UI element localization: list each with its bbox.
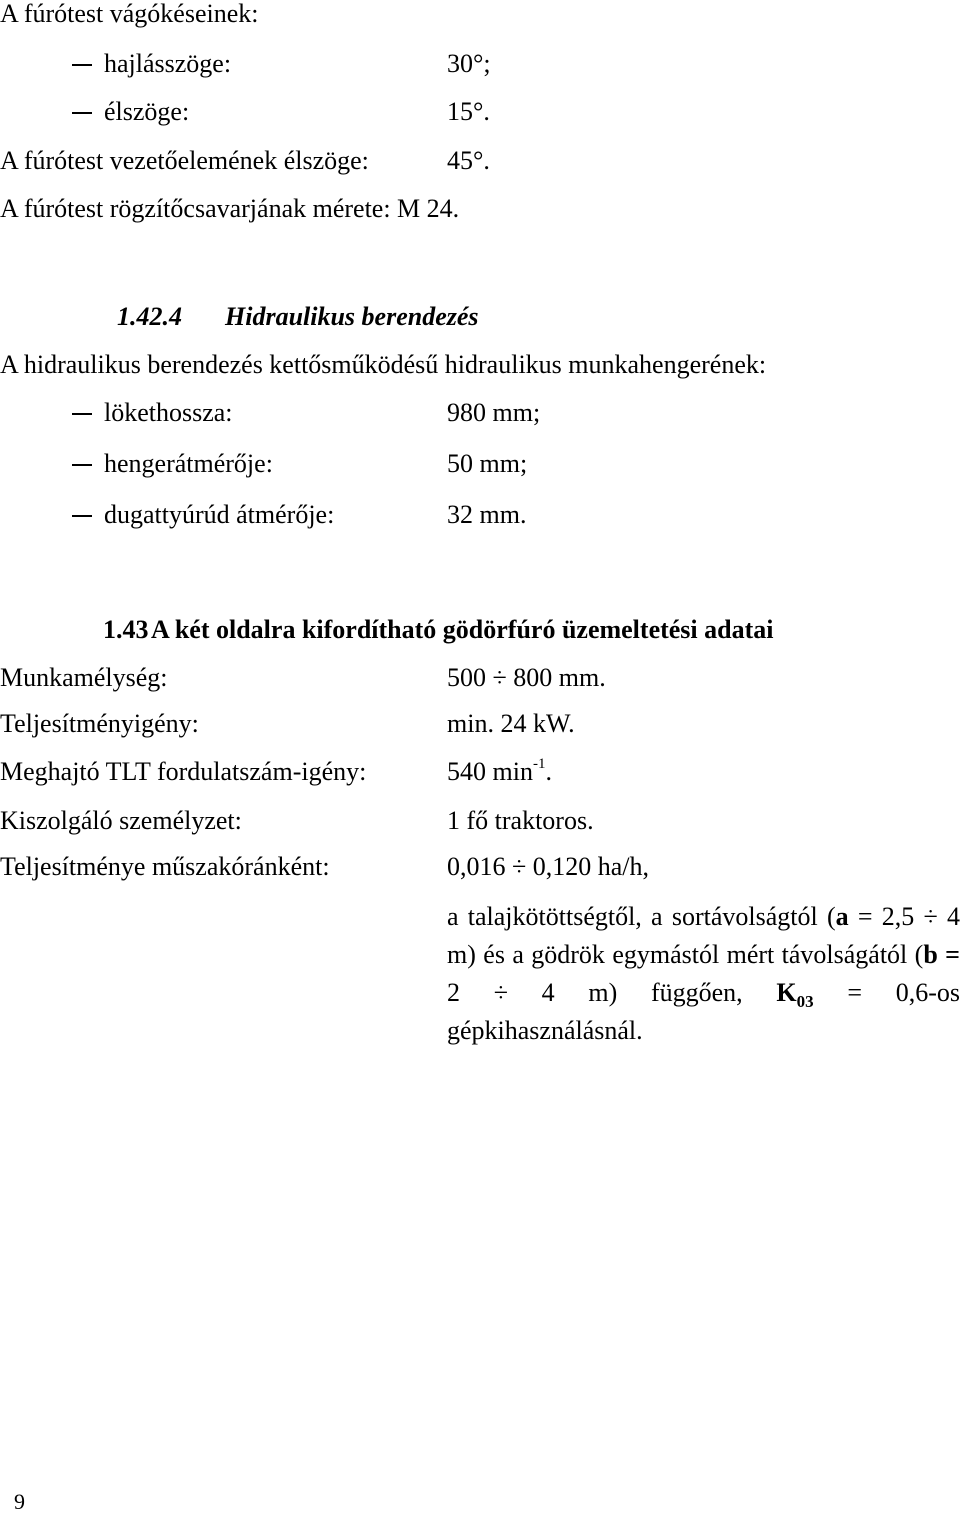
hydraulic-item-label: lökethossza:: [104, 398, 233, 427]
hydraulic-item-value: 50 mm;: [447, 449, 528, 478]
dash-bullet: [72, 64, 92, 66]
ops-row-value: 500 ÷ 800 mm.: [447, 663, 606, 692]
section-title: A két oldalra kifordítható gödörfúró üzemeltetési adatai: [151, 615, 774, 644]
ops-row-label: Teljesítményigény:: [0, 709, 199, 738]
ops-row-label: Kiszolgáló személyzet:: [0, 806, 242, 835]
hydraulic-item-label: hengerátmérője:: [104, 449, 273, 478]
guide-angle-value: 45°.: [447, 146, 490, 175]
ops-row-label: Meghajtó TLT fordulatszám-igény:: [0, 757, 367, 786]
performance-note: [447, 898, 960, 1050]
bolt-size: A fúrótest rögzítőcsavarjának mérete: M 24.: [0, 194, 460, 223]
note-text: = 0,6-os gépkihasználásnál.: [447, 978, 960, 1045]
section-number: 1.43: [103, 615, 149, 644]
page-number: 9: [14, 1489, 25, 1514]
note-symbol-a: a: [835, 902, 849, 931]
guide-angle-label: A fúrótest vezetőelemének élszöge:: [0, 146, 369, 175]
ops-row-value: 0,016 ÷ 0,120 ha/h,: [447, 852, 650, 881]
ops-row-value: min. 24 kW.: [447, 709, 575, 738]
cutter-item-value: 15°.: [447, 97, 490, 126]
note-symbol-k: K: [776, 978, 797, 1007]
cutter-item-label: élszöge:: [104, 97, 190, 126]
dash-bullet: [72, 112, 92, 114]
cutter-item-value: 30°;: [447, 49, 491, 78]
cutter-item-label: hajlásszöge:: [104, 49, 232, 78]
section-number: 1.42.4: [117, 302, 182, 331]
cutter-intro: A fúrótest vágókéseinek:: [0, 0, 259, 28]
note-text: 2 ÷ 4 m) függően,: [447, 978, 777, 1007]
dash-bullet: [72, 413, 92, 415]
hydraulic-item-value: 980 mm;: [447, 398, 541, 427]
pto-speed-end: .: [545, 757, 552, 786]
ops-row-value: [447, 757, 552, 787]
note-symbol-k-subscript: 03: [796, 992, 814, 1011]
hydraulic-item-value: 32 mm.: [447, 500, 527, 529]
pto-speed-value: 540 min: [447, 757, 533, 786]
dash-bullet: [72, 515, 92, 517]
hydraulic-intro: A hidraulikus berendezés kettősműködésű hidraulikus munkahengerének:: [0, 350, 767, 379]
note-text: = 2,5 ÷ 4 m) és a gödrök egymástól mért távolságától (: [447, 902, 960, 969]
ops-row-label: Teljesítménye műszakóránként:: [0, 852, 330, 881]
hydraulic-item-label: dugattyúrúd átmérője:: [104, 500, 335, 529]
section-title: Hidraulikus berendezés: [225, 302, 479, 331]
pto-speed-exponent: -1: [532, 756, 546, 772]
dash-bullet: [72, 464, 92, 466]
note-text: a talajkötöttségtől, a sortávolságtól (: [447, 902, 836, 931]
ops-row-value: 1 fő traktoros.: [447, 806, 594, 835]
note-symbol-b: b =: [923, 940, 960, 969]
ops-row-label: Munkamélység:: [0, 663, 168, 692]
